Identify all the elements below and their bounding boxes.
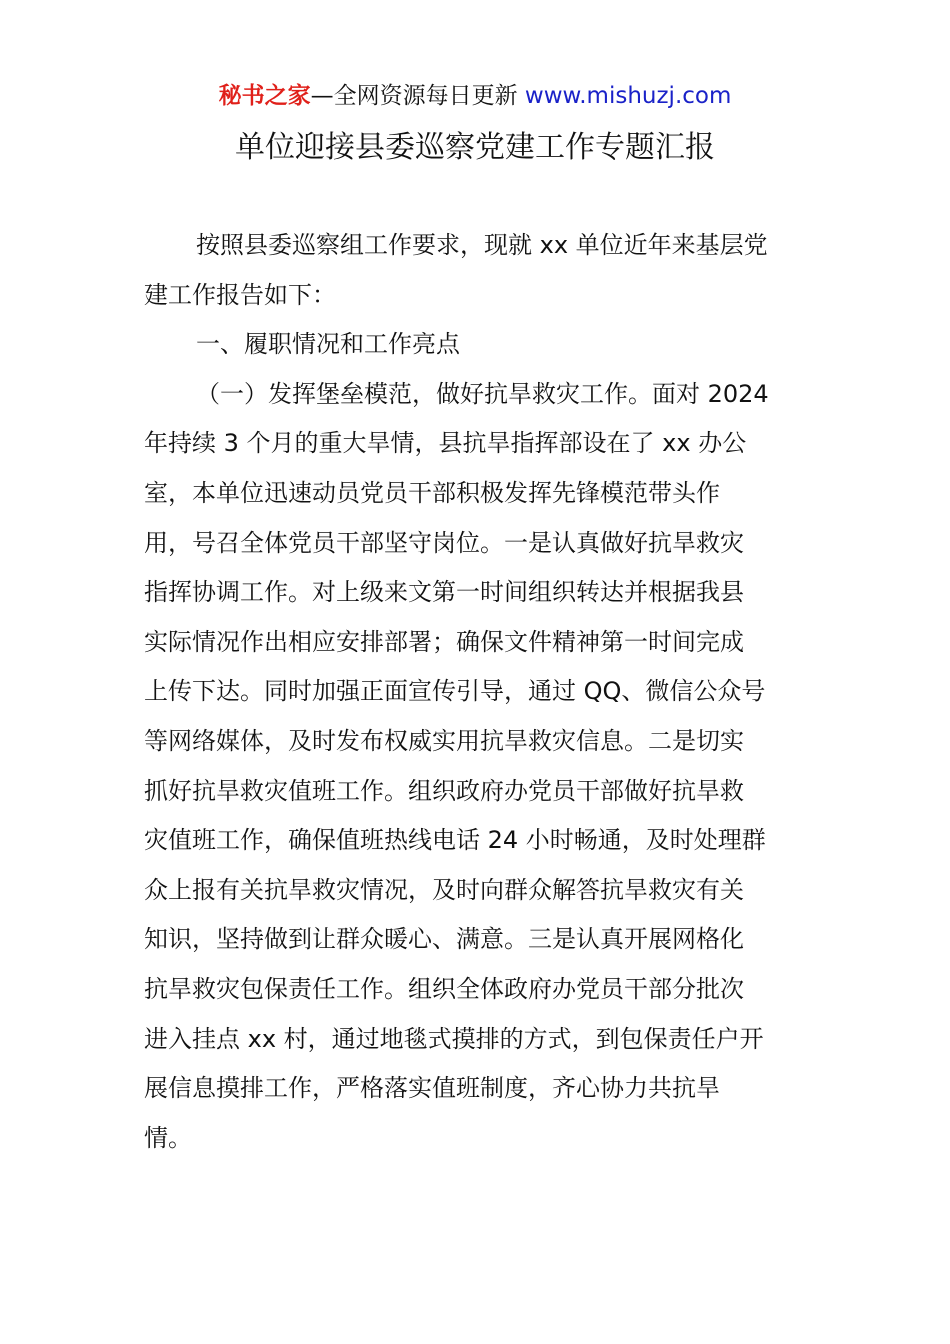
- paragraph-line: 建工作报告如下：: [144, 280, 336, 309]
- paragraph-line: 灾值班工作，确保值班热线电话 24 小时畅通，及时处理群: [144, 826, 766, 855]
- paragraph-line: 展信息摸排工作，严格落实值班制度，齐心协力共抗旱: [144, 1074, 720, 1103]
- paragraph-line: 室，本单位迅速动员党员干部积极发挥先锋模范带头作: [144, 478, 720, 507]
- paragraph-line: 进入挂点 xx 村，通过地毯式摸排的方式，到包保责任户开: [144, 1024, 764, 1053]
- paragraph-line: 情。: [144, 1123, 192, 1152]
- paragraph-line: 众上报有关抗旱救灾情况，及时向群众解答抗旱救灾有关: [144, 875, 744, 904]
- document-body: [144, 221, 804, 1163]
- document-title: 单位迎接县委巡察党建工作专题汇报: [235, 130, 715, 165]
- site-header: [0, 80, 950, 112]
- paragraph-line: 等网络媒体，及时发布权威实用抗旱救灾信息。二是切实: [144, 726, 744, 755]
- paragraph-line: 用，号召全体党员干部坚守岗位。一是认真做好抗旱救灾: [144, 528, 744, 557]
- paragraph-line: 知识，坚持做到让群众暖心、满意。三是认真开展网格化: [144, 925, 744, 954]
- paragraph-line: （一）发挥堡垒模范，做好抗旱救灾工作。面对 2024: [196, 379, 769, 408]
- paragraph-line: 实际情况作出相应安排部署；确保文件精神第一时间完成: [144, 627, 744, 656]
- paragraph-line: 上传下达。同时加强正面宣传引导，通过 QQ、微信公众号: [144, 677, 766, 706]
- site-slogan: —全网资源每日更新: [310, 83, 518, 109]
- paragraph-line: 按照县委巡察组工作要求，现就 xx 单位近年来基层党: [196, 231, 768, 259]
- section-heading: 一、履职情况和工作亮点: [196, 330, 460, 359]
- site-url-link[interactable]: www.mishuzj.com: [524, 83, 732, 109]
- paragraph-line: 抓好抗旱救灾值班工作。组织政府办党员干部做好抗旱救: [144, 776, 744, 805]
- paragraph-line: 指挥协调工作。对上级来文第一时间组织转达并根据我县: [144, 578, 744, 607]
- site-brand: 秘书之家: [218, 83, 311, 109]
- paragraph-line: 抗旱救灾包保责任工作。组织全体政府办党员干部分批次: [144, 974, 744, 1003]
- paragraph-line: 年持续 3 个月的重大旱情，县抗旱指挥部设在了 xx 办公: [144, 429, 747, 458]
